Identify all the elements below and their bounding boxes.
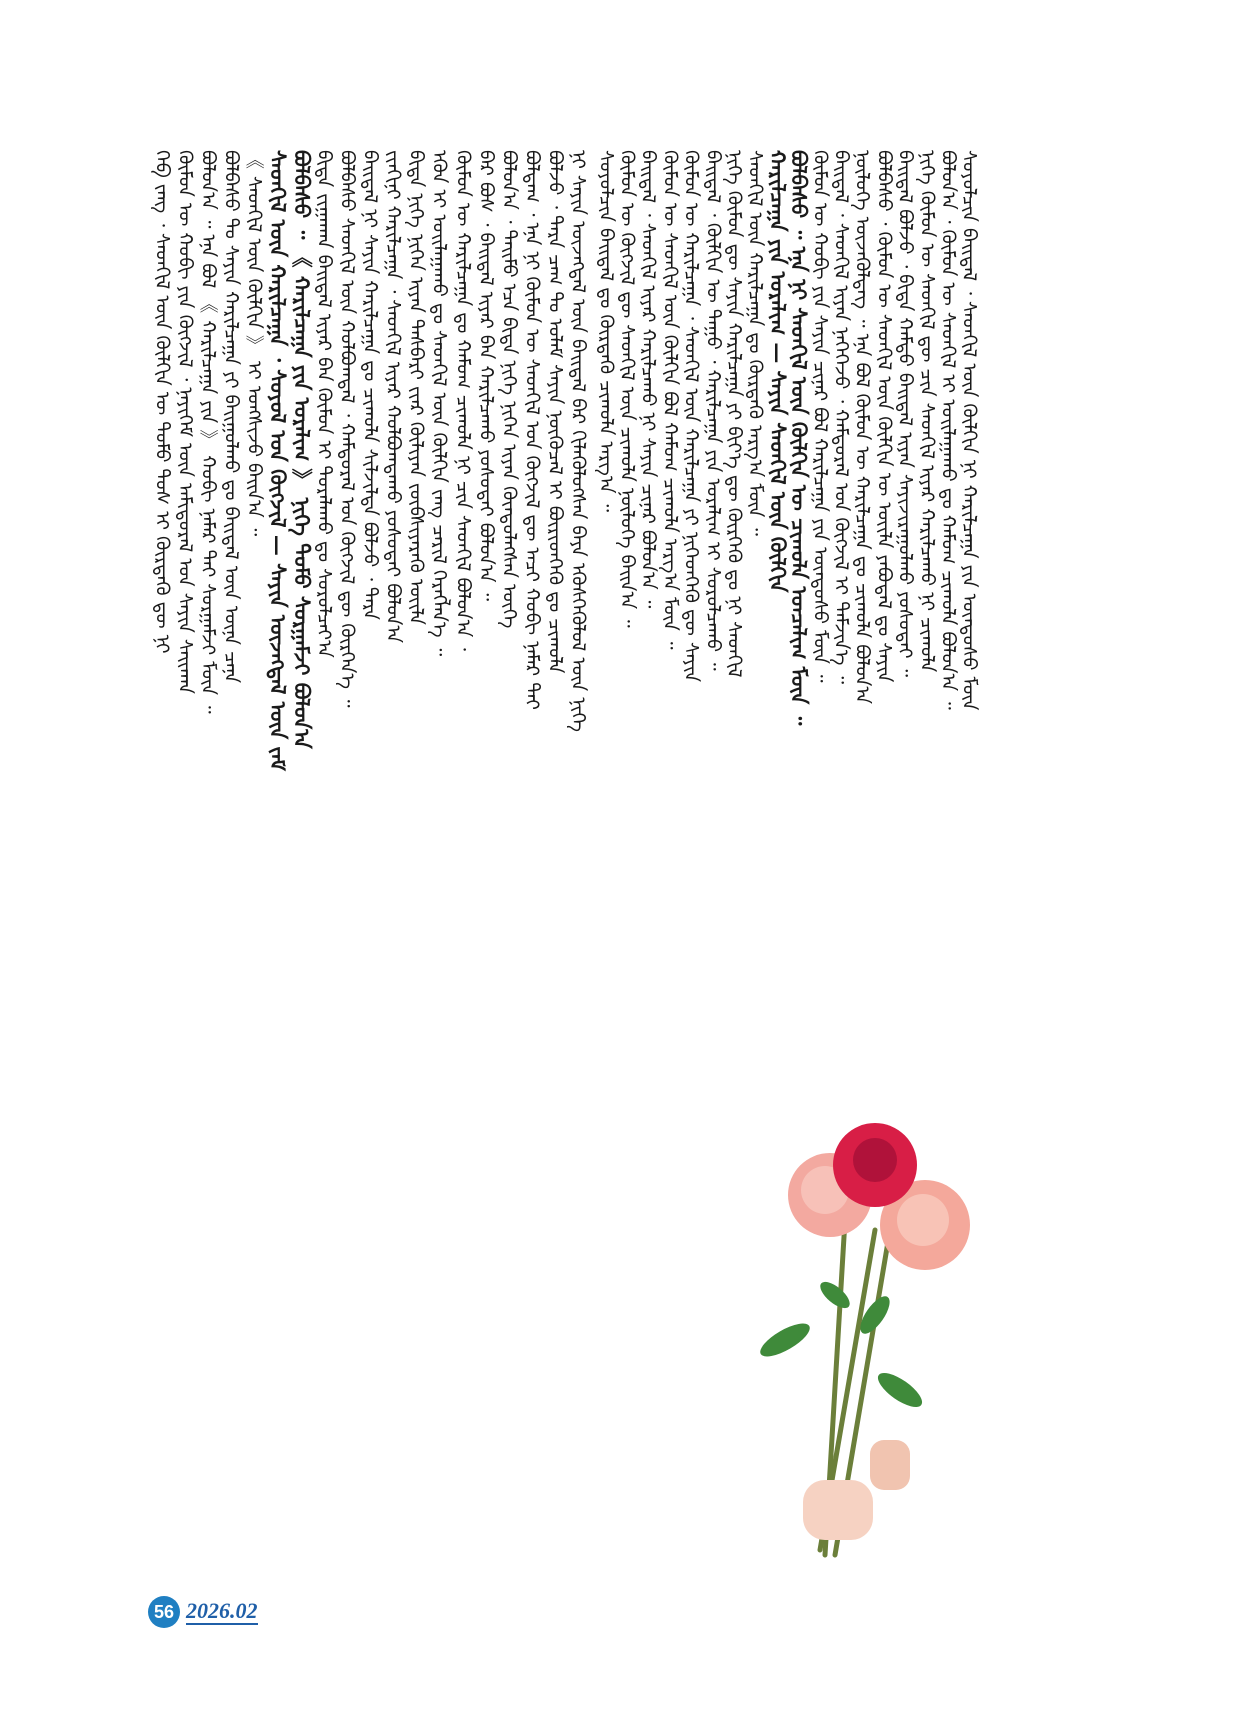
text-line [150,150,178,1480]
text-line-content: ᠨᠢᠭᠡ ᠬᠦᠮᠦᠨ ᠳᠦ ᠰᠠᠶᠢᠨ ᠬᠠᠷᠢᠯᠴᠠᠭᠠ ᠶᠢ ᠪᠢᠶ᠎ᠡ ᠳᠦ ᠬᠦᠷᠭᠡᠬᠦ ᠳᠤ ᠨᠢ ᠰᠡᠳᠬᠢᠯ [723,150,745,678]
text-line-content: ᠪᠣᠯᠤᠨ᠎ᠠ ᠂ ᠬᠦᠮᠦᠨ ᠦ ᠰᠡᠳᠬᠢᠯ ᠢ ᠤᠢᠯᠠᠭᠠᠬᠤ ᠳᠤ ᠬᠠᠮᠤᠭ ᠴᠢᠬᠤᠯᠠ ᠪᠣᠯᠤᠨ᠎ᠠ ᠃ [936,150,959,710]
text-line-content: ᠪᠠᠢᠳᠠᠯ ᠨᠢ ᠰᠠᠶᠢᠨ ᠬᠠᠷᠢᠯᠴᠠᠭᠠ ᠳᠤ ᠴᠢᠬᠤᠯᠠ ᠰᠢᠯᠵᠢᠯᠲᠡ ᠪᠣᠯᠵᠤ ᠂ ᠲᠡᠷᠡ [358,150,381,621]
rose-bouquet-image [725,1110,975,1580]
page-number-badge: 56 [148,1596,180,1628]
text-line-content: ᠰᠣᠶᠣᠯᠴᠢᠨ ᠪᠠᠢᠳᠠᠯ ᠳᠤ ᠬᠦᠷᠲᠡᠬᠦ ᠴᠢᠬᠤᠯᠠ ᠠᠷᠭ᠎ᠠ ᠃ [594,150,617,513]
page-footer [148,1596,258,1628]
text-line-content: 《 ᠰᠡᠳᠬᠢᠯ ᠦᠨ ᠬᠥᠯᠬᠢᠨ 》 ᠢ ᠤᠩᠰᠢᠵᠤ ᠪᠠᠢᠨ᠎ᠠ ᠃ [243,150,266,537]
hand-holding-bouquet [803,1440,910,1540]
text-line-content: ᠰᠡᠳᠬᠢᠯ ᠦᠨ ᠬᠠᠷᠢᠯᠴᠠᠭᠠ ᠳᠤ ᠬᠦᠷᠲᠡᠬᠦ ᠠᠷᠭ᠎ᠠ ᠮᠥᠨ ᠃ [744,150,767,536]
text-line-content: ᠪᠠᠢᠳᠠᠯ ᠂ ᠰᠡᠳᠬᠢᠯ ᠢᠶᠡᠨ ᠨᠡᠭᠡᠭᠡᠵᠦ ᠂ ᠬᠠᠮᠲᠤᠷᠠᠯ ᠤᠨ ᠬᠥᠭᠵᠢᠯ ᠢ ᠳᠡᠮᠵᠢᠨ᠎ᠡ ᠃ [829,150,852,684]
text-line-content: ᠪᠣᠯᠤᠨ᠎ᠠ ᠃ ᠡᠨᠡ ᠪᠣᠯ 《 ᠬᠠᠷᠢᠯᠴᠠᠭᠠ ᠶᠢᠨ 》 ᠬᠤᠪᠢ ᠨᠡᠮᠡᠷ ᠲᠡᠢ ᠰᠤᠷᠭᠠᠮᠵᠢ ᠮᠥᠨ ᠃ [196,150,219,714]
text-line-content: ᠪᠣᠯᠪᠠᠰᠤ ᠲᠤ ᠰᠠᠶᠢᠨ ᠬᠠᠷᠢᠯᠴᠠᠭᠠ ᠶᠢ ᠪᠠᠢᠭᠤᠯᠬᠤ ᠳᠤ ᠪᠠᠢᠳᠠᠯ ᠦᠨ ᠦᠨᠡ ᠴᠡᠨᠡ [220,150,243,684]
text-line-content: ᠪᠣᠯᠪᠠᠰᠤ ᠂ ᠬᠦᠮᠦᠨ ᠦ ᠰᠡᠳᠬᠢᠯ ᠦᠨ ᠬᠥᠯᠬᠢᠨ ᠦ ᠦᠢᠯᠡ ᠶᠠᠪᠤᠳᠠᠯ ᠳᠤ ᠰᠠᠶᠢᠨ [872,150,895,683]
text-line-content: ᠰᠣᠶᠣᠯᠴᠢᠨ ᠪᠠᠢᠳᠠᠯ ᠂ ᠰᠡᠳᠬᠢᠯ ᠦᠨ ᠬᠥᠯᠬᠢᠨ ᠨᠢ ᠬᠠᠷᠢᠯᠴᠠᠭᠠ ᠶᠢᠨ ᠦᠨᠳᠦᠰᠦ ᠮᠥᠨ [958,150,981,711]
text-line-content: ᠪᠣᠯᠪᠠᠰᠤ ᠃ 《 ᠬᠠᠷᠢᠯᠴᠠᠭᠠ ᠶᠢᠨ ᠤᠷᠠᠯᠢᠭ 》 ᠨᠢᠭᠡ ᠲᠣᠮᠣ ᠰᠤᠷᠭᠠᠮᠵᠢ ᠪᠣᠯᠤᠨ᠎ᠠ [289,150,315,749]
text-line-content: ᠬᠠᠷᠢᠯᠴᠠᠭᠠ ᠶᠢᠨ ᠤᠷᠠᠯᠢᠭ — ᠰᠠᠶᠢᠨ ᠰᠡᠳᠬᠢᠯ ᠦᠨ ᠬᠥᠯᠬᠢᠨ [765,150,791,593]
text-line-content: ᠬᠦᠮᠦᠨ ᠦ ᠰᠡᠳᠬᠢᠯ ᠦᠨ ᠬᠥᠯᠬᠢᠨ ᠪᠣᠯ ᠬᠠᠮᠤᠭ ᠴᠢᠬᠤᠯᠠ ᠠᠷᠭ᠎ᠠ ᠮᠥᠨ ᠃ [658,150,681,650]
text-line-content: ᠬᠦᠮᠦᠨ ᠦ ᠬᠠᠷᠢᠯᠴᠠᠭᠠ ᠂ ᠰᠡᠳᠬᠢᠯ ᠦᠨ ᠬᠠᠷᠢᠯᠴᠠᠭᠠ ᠶᠢ ᠨᠢᠭᠡᠳᠬᠡᠬᠦ ᠳᠦ ᠰᠠᠶᠢᠨ [680,150,703,683]
text-column-left [150,150,595,1480]
text-line-content: ᠵᠢᠨᠬᠢᠨᠢ ᠬᠠᠷᠢᠯᠴᠠᠭᠠ ᠂ ᠰᠡᠳᠬᠢᠯ ᠢᠶᠡᠷ ᠬᠣᠯᠪᠣᠭᠳᠠᠬᠤ ᠶᠣᠰᠣᠲᠠᠢ ᠪᠣᠯᠤᠨ᠎ᠠ [382,150,405,643]
text-line-content: ᠨᠢᠭᠡ ᠬᠦᠮᠦᠨ ᠦ ᠰᠡᠳᠬᠢᠯ ᠳᠦ ᠴᠢᠨ ᠰᠡᠳᠬᠢᠯ ᠢᠶᠡᠷ ᠬᠠᠷᠢᠯᠴᠠᠬᠤ ᠨᠢ ᠴᠢᠬᠤᠯᠠ [915,150,938,673]
leaves [756,1277,927,1413]
text-line-content: ᠪᠣᠯᠪᠠᠰᠤ ᠰᠡᠳᠬᠢᠯ ᠦᠨ ᠬᠣᠯᠪᠣᠭᠳᠠᠯ ᠂ ᠬᠠᠮᠲᠤᠷᠠᠯ ᠤᠨ ᠬᠥᠭᠵᠢᠯ ᠳᠦ ᠬᠦᠷᠭᠡᠨ᠎ᠡ ᠃ [335,150,358,708]
text-line-content: ᠪᠢᠳᠡ ᠨᠢᠭᠡ ᠨᠢᠭᠡᠨ ᠢᠶᠡᠨ ᠲᠡᠰᠪᠡᠷᠢ ᠵᠢᠡᠷ ᠬᠦᠯᠢᠶᠡᠨ ᠵᠥᠪᠰᠢᠶᠡᠷᠡᠬᠦ ᠦᠢᠯᠡ [405,150,428,626]
text-line-content: ᠪᠣᠯᠳᠠᠭ ᠂ ᠡᠨᠡ ᠨᠢ ᠬᠦᠮᠦᠨ ᠦ ᠰᠡᠳᠬᠢᠯ ᠤᠨ ᠬᠥᠭᠵᠢᠯ ᠳᠦ ᠠᠴᠢ ᠬᠤᠪᠢ ᠨᠡᠮᠡᠷ ᠲᠡᠢ [521,150,544,710]
text-line-content: ᠬᠦᠮᠦᠨ ᠦ ᠬᠤᠪᠢ ᠶᠢᠨ ᠬᠥᠭᠵᠢᠯ ᠂ ᠨᠡᠶᠢᠭᠡᠮ ᠦᠨ ᠠᠮᠢᠳᠤᠷᠠᠯ ᠤᠨ ᠰᠠᠶᠢᠨ ᠰᠠᠢᠬᠠᠨ [173,150,196,694]
text-line-content: ᠬᠦᠮᠦᠨ ᠦ ᠬᠥᠭᠵᠢᠯ ᠳᠦ ᠰᠡᠳᠬᠢᠯ ᠦᠨ ᠴᠢᠬᠤᠯᠠ ᠨᠥᠯᠦᠭᠡ ᠪᠠᠢᠨ᠎ᠠ ᠃ [616,150,639,628]
text-line-content: ᠬᠦᠮᠦᠨ ᠦ ᠬᠤᠪᠢ ᠶᠢᠨ ᠰᠠᠶᠢᠨ ᠴᠢᠨᠠᠷ ᠪᠣᠯ ᠬᠠᠷᠢᠯᠴᠠᠭᠠ ᠶᠢᠨ ᠦᠨᠳᠦᠰᠦ ᠮᠥᠨ ᠃ [808,150,831,683]
issue-label: 2026.02 [186,1599,258,1625]
text-line-content: ᠪᠠᠢᠳᠠᠯ ᠂ ᠰᠡᠳᠬᠢᠯ ᠢᠶᠡᠷ ᠬᠠᠷᠢᠯᠴᠠᠬᠤ ᠨᠢ ᠰᠠᠶᠢᠨ ᠴᠢᠨᠠᠷ ᠪᠣᠯᠤᠨ᠎ᠠ ᠃ [637,150,660,609]
text-line-content: ᠪᠠᠷ ᠪᠤᠰ ᠂ ᠪᠠᠢᠳᠠᠯ ᠢᠶᠡᠷ ᠪᠠᠨ ᠬᠠᠷᠢᠯᠴᠠᠬᠤ ᠶᠣᠰᠣᠲᠠᠢ ᠪᠣᠯᠤᠨ᠎ᠠ ᠃ [474,150,497,602]
rose-red-top [833,1123,917,1207]
text-line-content: ᠰᠡᠳᠬᠢᠯ ᠦᠨ ᠬᠠᠷᠢᠯᠴᠠᠭᠠ ᠂ ᠰᠣᠶᠣᠯ ᠤᠨ ᠬᠥᠭᠵᠢᠯ — ᠰᠠᠶᠢᠨ ᠦᠵᠡᠭᠳᠡᠯ ᠦᠨ ᠵᠠᠮ [265,150,291,771]
text-line-content: ᠪᠣᠯᠤᠨ᠎ᠠ ᠂ ᠲᠡᠢᠮᠦ ᠡᠴᠡ ᠪᠢᠳᠡ ᠨᠢᠭᠡ ᠨᠢᠭᠡᠨ ᠢᠶᠡᠨ ᠬᠥᠨᠳᠦᠯᠡᠭᠰᠡᠨ ᠦᠭᠡ [497,150,520,629]
text-line-content: ᠪᠢᠳᠡ ᠵᠢᠭᠠᠬᠠᠨ ᠪᠠᠢᠳᠠᠯ ᠢᠶᠡᠷ ᠪᠠᠨ ᠬᠦᠮᠦᠨ ᠢ ᠳᠤᠷᠠᠯᠠᠬᠤ ᠳᠤ ᠰᠤᠷᠤᠯᠴᠠᠶ᠎ᠠ [312,150,335,658]
text-line-content: ᠨᠥᠯᠦᠭᠡ ᠦᠵᠡᠭᠦᠯᠳᠡᠭ ᠃ ᠡᠨᠡ ᠪᠣᠯ ᠬᠦᠮᠦᠨ ᠦ ᠬᠠᠷᠢᠯᠴᠠᠭᠠ ᠳᠤ ᠴᠢᠬᠤᠯᠠ ᠪᠣᠯᠤᠨ᠎ᠠ [851,150,874,704]
text-line-content: ᠨᠢ ᠰᠠᠶᠢᠨ ᠦᠵᠡᠭᠳᠡᠯ ᠦᠨ ᠪᠠᠢᠳᠠᠯ ᠪᠡᠷ ᠬᠢᠯᠡᠭᠦᠯᠦᠭᠰᠡᠨ ᠪᠡᠶᠡ ᠡᠭᠦᠰᠬᠡᠭᠦᠯᠦᠯ ᠦᠨ ᠨᠢᠭᠡ [567,150,590,733]
text-line-content: ᠪᠠᠢᠳᠠᠯ ᠂ ᠬᠥᠯᠬᠢᠨ ᠦ ᠳᠠᠭᠤ ᠂ ᠬᠠᠷᠢᠯᠴᠠᠭᠠ ᠶᠢᠨ ᠤᠷᠠᠯᠢᠭ ᠢ ᠰᠤᠷᠤᠯᠴᠠᠬᠤ ᠃ [701,150,724,671]
text-line-content: ᠬᠦᠮᠦᠨ ᠦ ᠬᠠᠷᠢᠯᠴᠠᠭᠠ ᠳᠤ ᠬᠠᠮᠤᠭ ᠴᠢᠬᠤᠯᠠ ᠨᠢ ᠴᠢᠨ ᠰᠡᠳᠬᠢᠯ ᠪᠣᠯᠤᠨ᠎ᠠ ᠂ [451,150,474,651]
text-line-content: ᠪᠣᠯᠪᠠᠰᠤ ᠃ ᠡᠨᠡ ᠨᠢ ᠰᠡᠳᠬᠢᠯ ᠦᠨ ᠬᠥᠯᠬᠢᠨ ᠦ ᠴᠢᠬᠤᠯᠠ ᠣᠨᠴᠠᠯᠢᠭ ᠮᠥᠨ ᠃ [786,150,812,726]
text-line-content: ᠡᠭᠦᠨ ᠢ ᠣᠢᠯᠠᠭᠠᠬᠤ ᠳᠤ ᠰᠡᠳᠬᠢᠯ ᠦᠨ ᠬᠥᠯᠬᠢᠨ ᠵᠠᠩ ᠴᠠᠷᠢᠯ ᠬᠡᠷᠡᠭᠯᠡᠨ᠎ᠡ ᠃ [428,150,451,657]
text-line-content: ᠪᠠᠢᠳᠠᠯ ᠪᠣᠯᠵᠤ ᠂ ᠪᠢᠳᠡ ᠬᠠᠮᠲᠤ ᠪᠠᠢᠳᠠᠯ ᠢᠶᠡᠨ ᠰᠠᠶᠢᠵᠢᠷᠠᠭᠤᠯᠬᠤ ᠶᠣᠰᠣᠲᠠᠢ ᠃ [894,150,917,678]
text-line-content: ᠪᠣᠯᠵᠤ ᠂ ᠲᠡᠷᠡ ᠴᠠᠭ ᠲᠤ ᠤᠯᠠᠮ ᠰᠠᠶᠢᠨ ᠨᠥᠬᠦᠴᠡᠯ ᠢ ᠪᠦᠷᠢᠳᠬᠡᠬᠦ ᠳᠤ ᠴᠢᠬᠤᠯᠠ [544,150,567,674]
text-line [594,150,621,1460]
text-line-content: ᠬᠡᠪ ᠵᠠᠩ ᠂ ᠰᠡᠳᠬᠢᠯ ᠦᠨ ᠬᠥᠯᠬᠢᠨ ᠦ ᠲᠣᠮᠣ ᠲᠤᠰ ᠢ ᠬᠦᠷᠲᠡᠬᠦ ᠳᠦ ᠨᠢ [150,150,173,654]
